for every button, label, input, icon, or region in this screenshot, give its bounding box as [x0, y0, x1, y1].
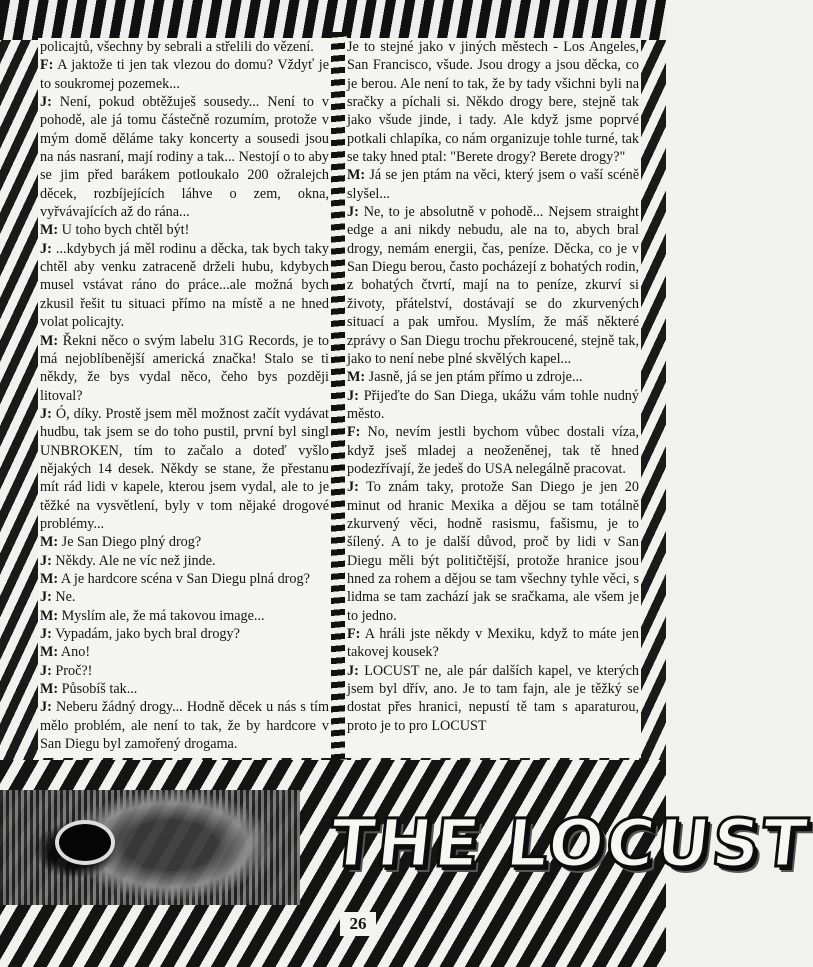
interview-paragraph	[40, 625, 329, 643]
speaker-label: J:	[347, 479, 359, 496]
speaker-label: F:	[347, 626, 361, 642]
interview-paragraph	[347, 662, 639, 735]
paragraph-text: Působíš tak...	[58, 681, 138, 698]
paragraph-text: Ne.	[51, 589, 76, 606]
speaker-label: J:	[40, 626, 52, 642]
speaker-label: F:	[40, 57, 54, 74]
interview-paragraph	[40, 221, 329, 239]
paragraph-text: Proč?!	[51, 662, 93, 679]
open-mouth-illustration	[55, 820, 115, 865]
screaming-face-illustration	[0, 790, 300, 905]
interview-paragraph	[40, 240, 329, 332]
speaker-label: J:	[40, 405, 52, 422]
paragraph-text: Není, pokud obtěžuješ sousedy... Není to v pohodě, ale já tomu částečně rozumím, protože v mým domě děláme taky koncerty a sousedi jsou na nás nasraní, mají rodiny a tak... Nestojí o to aby se jim před barákem potloukalo 200 ožralejch děcek, rozbíjejících láhve o zem, okna, vyřvávajících až do rána...	[40, 94, 329, 221]
speaker-label: M:	[347, 167, 366, 184]
speaker-label: J:	[40, 662, 52, 679]
paragraph-text: Jasně, já se jen ptám přímo u zdroje...	[365, 369, 583, 386]
interview-paragraph	[40, 680, 329, 698]
speaker-label: J:	[347, 662, 359, 679]
speaker-label: F:	[347, 424, 361, 441]
paragraph-text: Někdy. Ale ne víc než jinde.	[51, 552, 216, 569]
left-text-column	[38, 38, 331, 758]
band-logo: THE LOCUST	[326, 805, 813, 882]
interview-paragraph	[347, 387, 639, 424]
paragraph-text: policajtů, všechny by sebrali a střelili do vězení.	[40, 39, 314, 55]
paragraph-text: Je to stejné jako v jiných městech - Los Angeles, San Francisco, všude. Jsou drogy a jsou děcka, co je berou. Ale není to tak, že by tady všichni byli na sračky a píchali si. Někdo drogy bere, stejně tak jako všude jinde, i tady. Ale když jsme poprvé potkali chlapíka, co nám organizuje tohle turné, tak se taky hned ptal: "Berete drogy? Berete drogy?"	[347, 39, 639, 166]
speaker-label: J:	[40, 589, 52, 606]
interview-paragraph	[40, 38, 329, 56]
paragraph-text: Ano!	[58, 644, 91, 661]
interview-paragraph	[347, 478, 639, 625]
speaker-label: M:	[347, 369, 366, 386]
interview-paragraph	[347, 38, 639, 166]
speaker-label: M:	[40, 681, 59, 698]
paragraph-text: U toho bych chtěl být!	[58, 222, 190, 239]
speaker-label: J:	[40, 240, 52, 257]
paragraph-text: No, nevím jestli bychom vůbec dostali víza, když jseš mladej a neoženěnej, tak tě hned podezřívají, že jedeš do USA nelegálně pracovat.	[347, 424, 639, 477]
speaker-label: J:	[40, 552, 52, 569]
interview-paragraph	[347, 423, 639, 478]
speaker-label: J:	[40, 699, 52, 716]
interview-paragraph	[347, 166, 639, 203]
paragraph-text: Já se jen ptám na věci, který jsem o vaší scéně slyšel...	[347, 167, 639, 202]
interview-paragraph	[40, 643, 329, 661]
paragraph-text: To znám taky, protože San Diego je jen 20 minut od hranic Mexika a dějou se tam totálně zkurvený věci, hodně rasismu, fašismu, je to šílený. A to je další důvod, proč by lidi v San Diegu měli být političtější, protože hranice jsou hned za rohem a dějou se tam všechny tyhle věci, s lidma se tam zachází jak se sračkama, ale všem je to jedno.	[347, 479, 639, 624]
paragraph-text: Vypadám, jako bych bral drogy?	[51, 626, 240, 642]
speaker-label: M:	[40, 222, 59, 239]
interview-paragraph	[347, 203, 639, 368]
paragraph-text: Ne, to je absolutně v pohodě... Nejsem straight edge a ani nikdy nebudu, ale na to, abych bral drogy, nemám energii, čas, peníze. Děcka, co je v San Diegu berou, často pocházejí z bohatých rodin, z bohatých čtvrtí, mají na to peníze, zkurví si životy, přátelství, dostávají se do zkurvených situací a pak umřou. Myslím, že máš některé zprávy o San Diegu trochu překroucené, stejně tak, jako to není nebe plné skvělých kapel...	[347, 204, 639, 367]
interview-paragraph	[40, 607, 329, 625]
paragraph-text: Ó, díky. Prostě jsem měl možnost začít vydávat hudbu, tak jsem se do toho pustil, první byl singl UNBROKEN, tím to začalo a doteď vyšlo nějakých 14 desek. Někdy se stane, že přestanu mít rád lidi v kapele, kterou jsem vydal, ale to je těžké na vysvětlení, byly v tom nějaké drogové problémy...	[40, 405, 329, 532]
paragraph-text: A hráli jste někdy v Mexiku, když to máte jen takovej kousek?	[347, 626, 639, 661]
interview-paragraph	[40, 570, 329, 588]
paragraph-text: Přijeďte do San Diega, ukážu vám tohle nudný město.	[347, 387, 639, 422]
paragraph-text: A je hardcore scéna v San Diegu plná drog?	[58, 570, 310, 587]
paragraph-text: Je San Diego plný drog?	[58, 534, 202, 551]
right-text-column	[345, 38, 641, 758]
interview-paragraph	[40, 533, 329, 551]
speaker-label: J:	[347, 387, 359, 404]
speaker-label: M:	[40, 607, 59, 624]
page-number: 26	[349, 914, 367, 933]
speaker-label: M:	[40, 534, 59, 551]
speaker-label: M:	[40, 570, 59, 587]
paragraph-text: Řekni něco o svým labelu 31G Records, je to má nejoblíbenější americká značka! Stalo se ti někdy, že bys vydal něco, čeho bys později litoval?	[40, 332, 329, 404]
paragraph-text: ...kdybych já měl rodinu a děcka, tak bych taky chtěl aby venku zatraceně drželi hubu, kdybych musel vstávat ráno do práce...ale možná bych zkusil řešit tu situaci přímo na místě a ne hned volat policajty.	[40, 240, 329, 331]
paragraph-text: Neberu žádný drogy... Hodně děcek u nás s tím mělo problém, ale není to tak, že by hardcore v San Diegu byl zamořený drogama.	[40, 699, 329, 753]
paragraph-text: A jaktože ti jen tak vlezou do domu? Vždyť je to soukromej pozemek...	[40, 57, 329, 92]
interview-paragraph	[40, 332, 329, 405]
interview-paragraph	[40, 552, 329, 570]
interview-paragraph	[347, 368, 639, 386]
interview-paragraph	[40, 698, 329, 753]
interview-paragraph	[40, 56, 329, 93]
paragraph-text: Myslím ale, že má takovou image...	[58, 607, 265, 624]
interview-paragraph	[40, 662, 329, 680]
interview-paragraph	[40, 405, 329, 533]
interview-paragraph	[40, 93, 329, 221]
paragraph-text: LOCUST ne, ale pár dalších kapel, ve kterých jsem byl dřív, ano. Je to tam fajn, ale je těžký se dostat přes hranici, nepustí tě tam s aparaturou, proto je to pro LOCUST	[347, 662, 639, 734]
speaker-label: M:	[40, 644, 59, 661]
speaker-label: J:	[347, 204, 359, 221]
speaker-label: M:	[40, 332, 59, 349]
interview-paragraph	[40, 588, 329, 606]
speaker-label: J:	[40, 94, 52, 111]
interview-paragraph	[347, 625, 639, 662]
